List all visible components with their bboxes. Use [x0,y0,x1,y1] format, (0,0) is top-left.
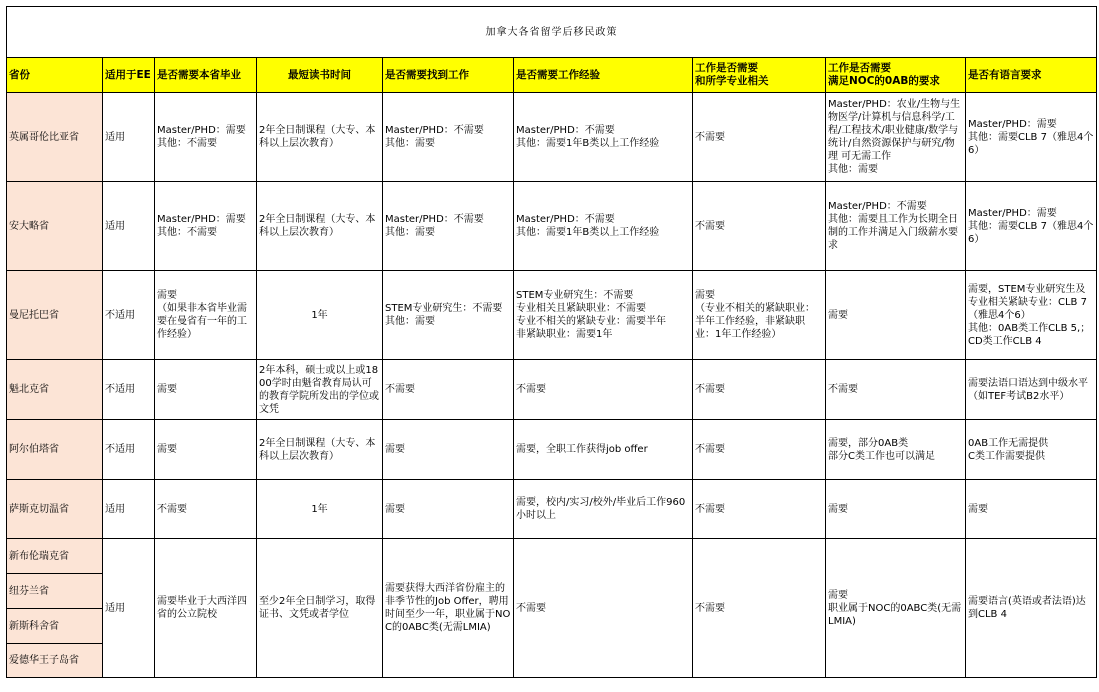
noc-cell: 需要 [826,480,966,539]
header-experience: 是否需要工作经验 [514,58,693,93]
policy-table [6,6,1097,678]
experience-cell: 需要，校内/实习/校外/毕业后工作960小时以上 [514,480,693,539]
language-cell: 需要 [966,480,1097,539]
noc-cell: Master/PHD：不需要 其他：需要且工作为长期全日制的工作并满足入门级薪水要求 [826,182,966,271]
study-cell: 2年全日制课程（大专、本科以上层次教育） [257,182,383,271]
study-cell: 2年全日制课程（大专、本科以上层次教育） [257,93,383,182]
job-cell: 不需要 [383,360,514,420]
ee-cell: 不适用 [103,360,155,420]
job-cell: STEM专业研究生：不需要 其他：需要 [383,271,514,360]
graduate-cell: 需要 （如果非本省毕业需要在曼省有一年的工作经验） [155,271,257,360]
study-cell: 2年全日制课程（大专、本科以上层次教育） [257,420,383,480]
job-cell: 需要 [383,480,514,539]
header-study-time: 最短读书时间 [257,58,383,93]
header-job: 是否需要找到工作 [383,58,514,93]
related-cell: 不需要 [693,539,826,678]
header-province: 省份 [7,58,103,93]
table-row [7,360,1097,420]
ee-cell: 不适用 [103,420,155,480]
ee-cell: 适用 [103,480,155,539]
language-cell: Master/PHD：需要 其他：需要CLB 7（雅思4个6） [966,182,1097,271]
job-cell: 需要 [383,420,514,480]
header-noc: 工作是否需要 满足NOC的0AB的要求 [826,58,966,93]
spreadsheet [6,6,1097,678]
related-cell: 不需要 [693,182,826,271]
header-related: 工作是否需要 和所学专业相关 [693,58,826,93]
province-cell: 新布伦瑞克省 [7,539,103,574]
province-cell: 曼尼托巴省 [7,271,103,360]
job-cell: Master/PHD：不需要 其他：需要 [383,182,514,271]
header-row [7,58,1097,93]
province-cell: 阿尔伯塔省 [7,420,103,480]
language-cell: Master/PHD：需要 其他：需要CLB 7（雅思4个6） [966,93,1097,182]
noc-cell: 不需要 [826,360,966,420]
province-cell: 纽芬兰省 [7,574,103,609]
language-cell: 0AB工作无需提供 C类工作需要提供 [966,420,1097,480]
noc-cell: Master/PHD：农业/生物与生物医学/计算机与信息科学/工程/工程技术/职业健康/数学与统计/自然资源保护与研究/物理 可无需工作 其他：需要 [826,93,966,182]
table-row [7,93,1097,182]
table-title: 加拿大各省留学后移民政策 [7,7,1097,58]
noc-cell: 需要 职业属于NOC的0ABC类(无需LMIA) [826,539,966,678]
province-cell: 魁北克省 [7,360,103,420]
header-language: 是否有语言要求 [966,58,1097,93]
related-cell: 不需要 [693,93,826,182]
related-cell: 不需要 [693,480,826,539]
graduate-cell: Master/PHD：需要 其他：不需要 [155,182,257,271]
job-cell: Master/PHD：不需要 其他：需要 [383,93,514,182]
job-cell: 需要获得大西洋省份雇主的非季节性的Job Offer，聘用时间至少一年，职业属于NOC的0ABC类(无需LMIA) [383,539,514,678]
language-cell: 需要语言(英语或者法语)达到CLB 4 [966,539,1097,678]
province-cell: 安大略省 [7,182,103,271]
graduate-cell: 需要毕业于大西洋四省的公立院校 [155,539,257,678]
study-cell: 1年 [257,480,383,539]
experience-cell: 不需要 [514,360,693,420]
ee-cell: 适用 [103,182,155,271]
experience-cell: 不需要 [514,539,693,678]
graduate-cell: 不需要 [155,480,257,539]
graduate-cell: 需要 [155,420,257,480]
graduate-cell: Master/PHD：需要 其他：不需要 [155,93,257,182]
province-cell: 爱德华王子岛省 [7,644,103,678]
table-row [7,182,1097,271]
language-cell: 需要，STEM专业研究生及专业相关紧缺专业：CLB 7（雅思4个6） 其他：0AB类工作CLB 5,；CD类工作CLB 4 [966,271,1097,360]
header-ee: 适用于EE [103,58,155,93]
language-cell: 需要法语口语达到中级水平 （如TEF考试B2水平） [966,360,1097,420]
table-row [7,480,1097,539]
experience-cell: 需要，全职工作获得job offer [514,420,693,480]
study-cell: 至少2年全日制学习，取得证书、文凭或者学位 [257,539,383,678]
related-cell: 需要 （专业不相关的紧缺职业：半年工作经验，非紧缺职业：1年工作经验） [693,271,826,360]
experience-cell: Master/PHD：不需要 其他：需要1年B类以上工作经验 [514,182,693,271]
ee-cell: 不适用 [103,271,155,360]
study-cell: 1年 [257,271,383,360]
related-cell: 不需要 [693,360,826,420]
experience-cell: Master/PHD：不需要 其他：需要1年B类以上工作经验 [514,93,693,182]
experience-cell: STEM专业研究生：不需要 专业相关且紧缺职业：不需要 专业不相关的紧缺专业：需要半年 非紧缺职业：需要1年 [514,271,693,360]
table-row [7,420,1097,480]
noc-cell: 需要 [826,271,966,360]
ee-cell: 适用 [103,539,155,678]
ee-cell: 适用 [103,93,155,182]
graduate-cell: 需要 [155,360,257,420]
province-cell: 新斯科舍省 [7,609,103,644]
noc-cell: 需要，部分0AB类 部分C类工作也可以满足 [826,420,966,480]
table-row [7,271,1097,360]
province-cell: 英属哥伦比亚省 [7,93,103,182]
table-row-atlantic [7,539,1097,574]
province-cell: 萨斯克切温省 [7,480,103,539]
study-cell: 2年本科，硕士或以上或1800学时由魁省教育局认可的教育学院所发出的学位或文凭 [257,360,383,420]
header-graduate: 是否需要本省毕业 [155,58,257,93]
title-row [7,7,1097,58]
related-cell: 不需要 [693,420,826,480]
